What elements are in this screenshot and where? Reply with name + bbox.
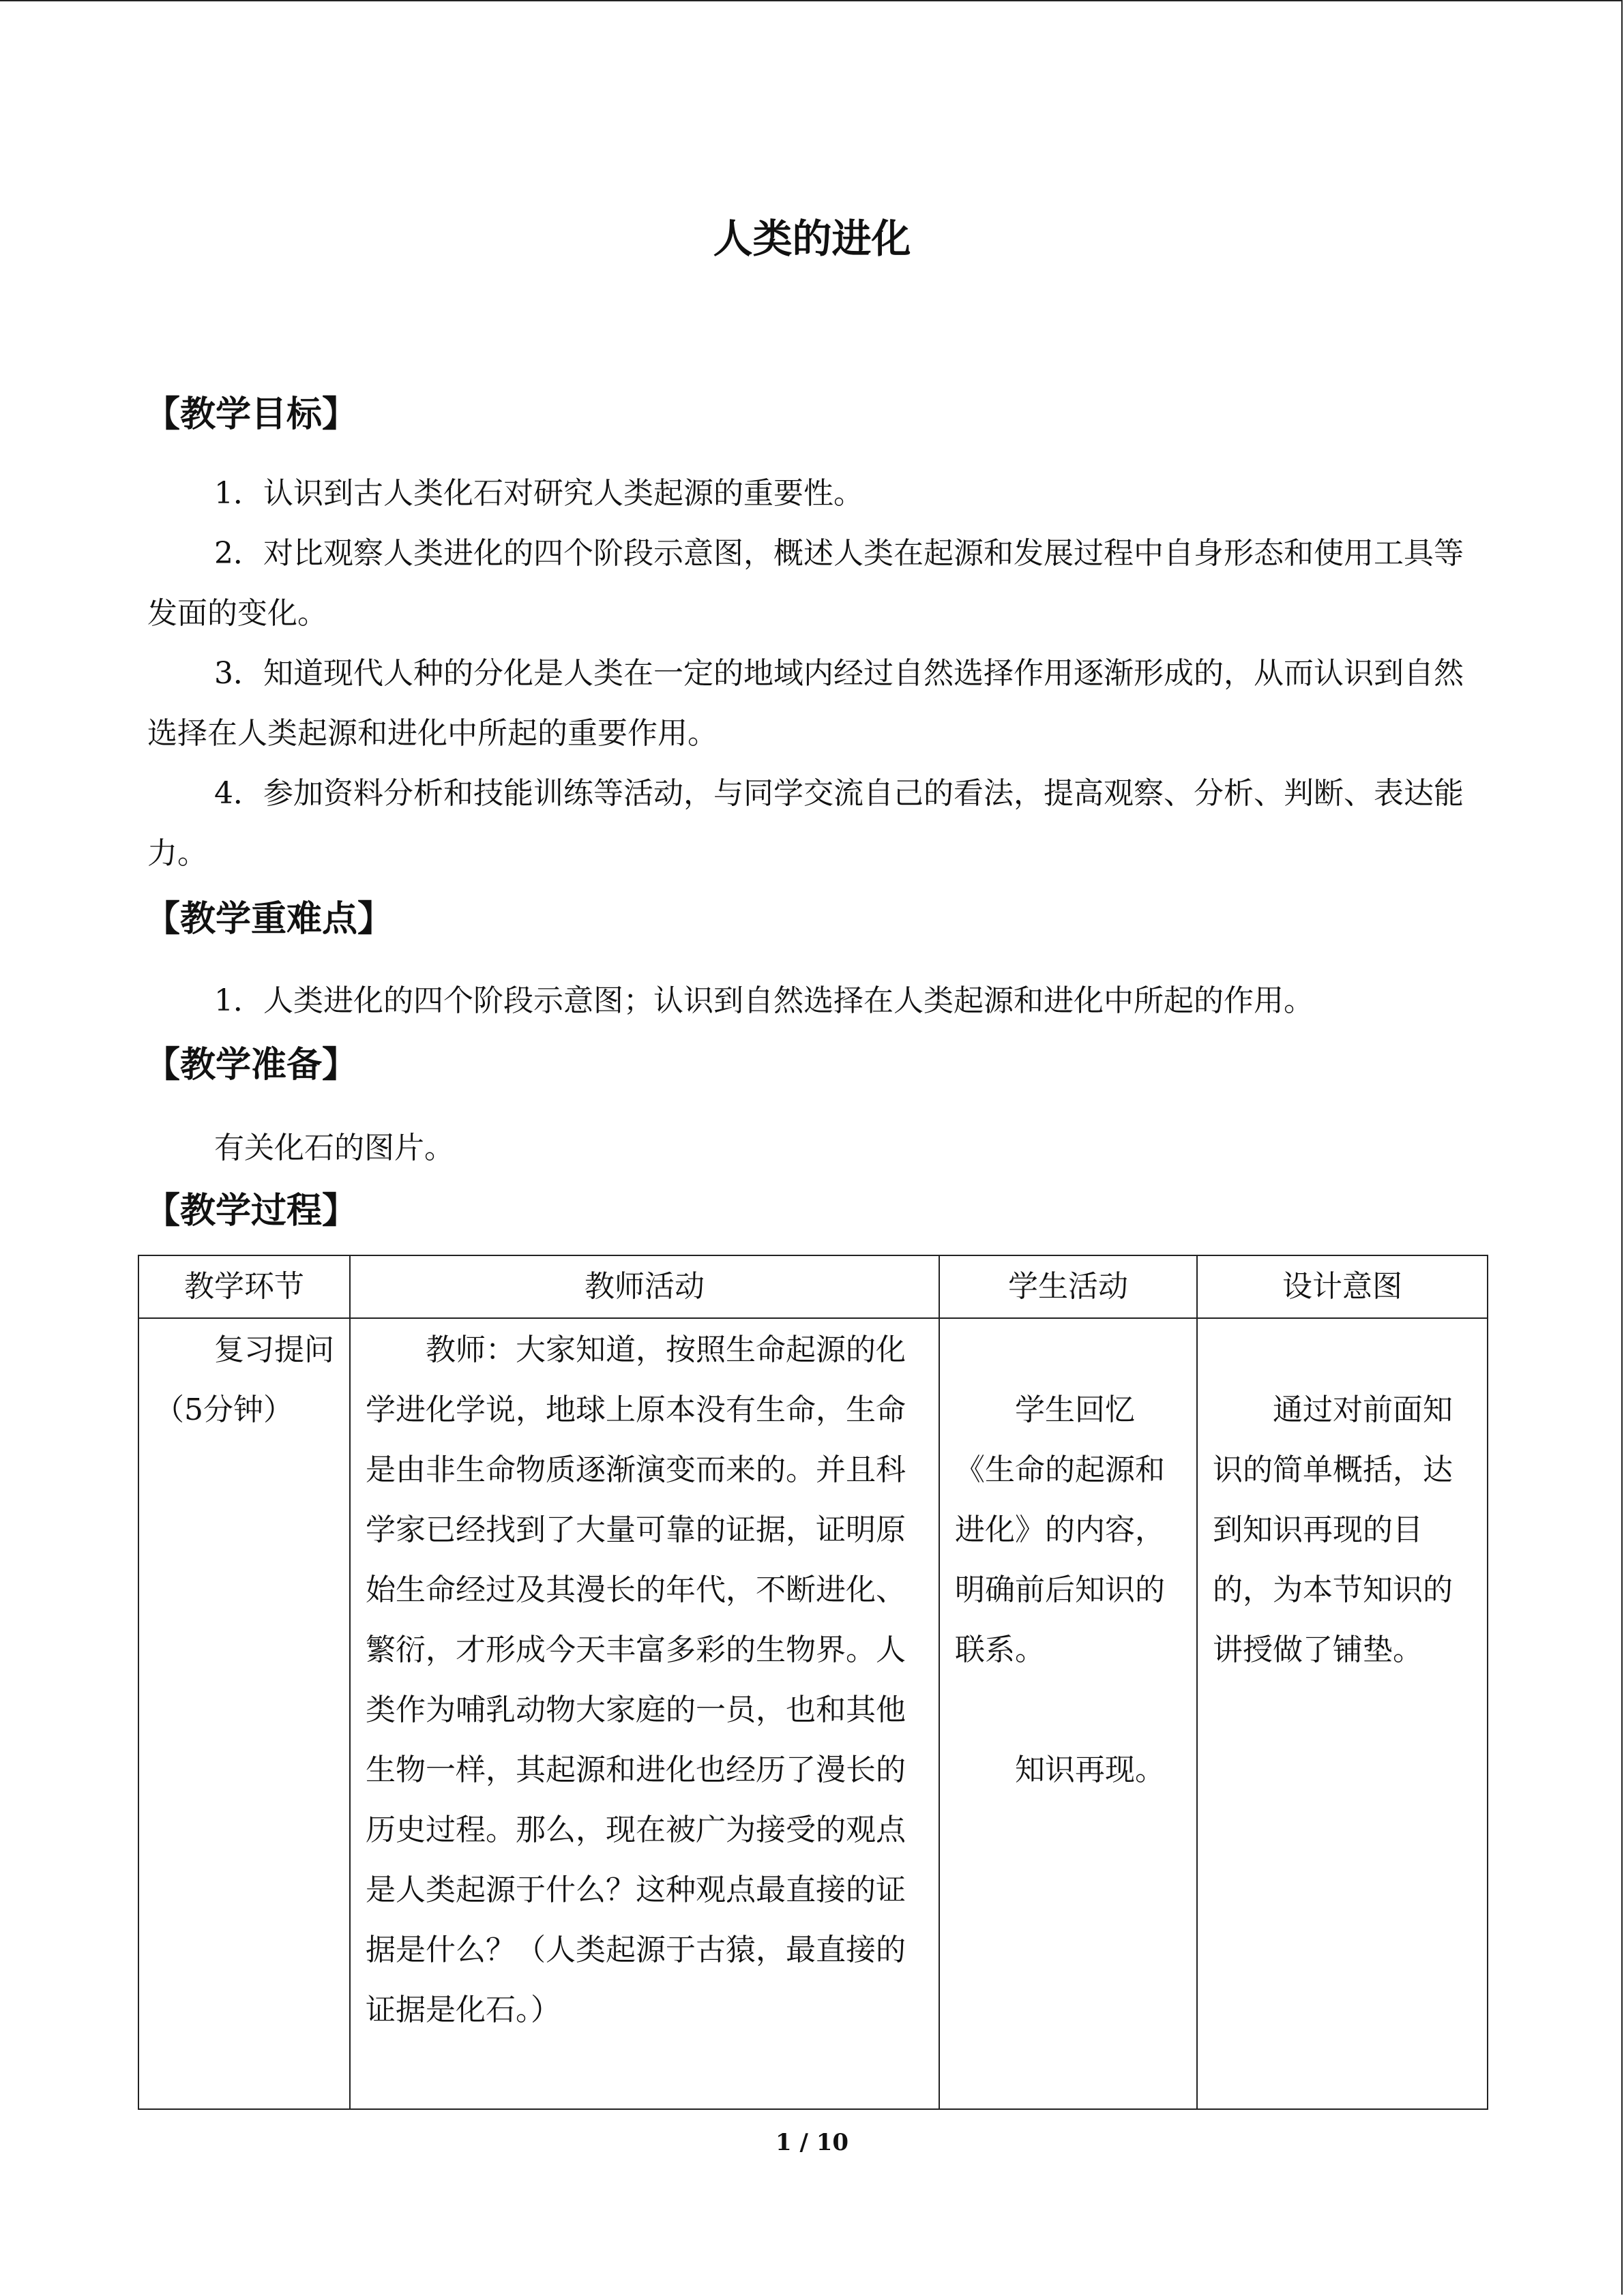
objective-item-1: 1．认识到古人类化石对研究人类起源的重要性。 [214, 476, 863, 511]
student-activity-text-2: 知识再现。 [1015, 1753, 1165, 1787]
preparation-text: 有关化石的图片。 [214, 1131, 454, 1165]
design-intent-cell [1197, 1318, 1488, 2109]
objective-item-2: 2．对比观察人类进化的四个阶段示意图，概述人类在起源和发展过程中自身形态和使用工具等发面的变化。 [147, 536, 1464, 631]
process-table [138, 1255, 1488, 2110]
process-heading: 【教学过程】 [145, 1191, 358, 1232]
objective-item-3: 3．知道现代人种的分化是人类在一定的地域内经过自然选择作用逐渐形成的，从而认识到自然选择在人类起源和进化中所起的重要作用。 [147, 656, 1464, 751]
column-header: 教师活动 [350, 1255, 939, 1318]
page-title: 人类的进化 [713, 215, 911, 262]
column-header: 设计意图 [1197, 1255, 1488, 1318]
stage-text: 复习提问（5分钟） [154, 1332, 334, 1427]
column-header: 学生活动 [939, 1255, 1197, 1318]
stage-cell [138, 1318, 350, 2109]
student-activity-text: 学生回忆《生命的起源和进化》的内容，明确前后知识的联系。 [955, 1392, 1165, 1667]
key-point-item-1: 1．人类进化的四个阶段示意图；认识到自然选择在人类起源和进化中所起的作用。 [214, 983, 1314, 1018]
student-activity-cell [939, 1318, 1197, 2109]
objectives-heading: 【教学目标】 [145, 394, 358, 435]
table-header-row [138, 1255, 1488, 1318]
preparation-heading: 【教学准备】 [145, 1045, 358, 1086]
column-header: 教学环节 [138, 1255, 350, 1318]
teacher-activity-cell [350, 1318, 939, 2109]
objective-item-4: 4．参加资料分析和技能训练等活动，与同学交流自己的看法，提高观察、分析、判断、表达能力。 [147, 776, 1464, 871]
table-row [138, 1318, 1488, 2109]
teacher-activity-text: 教师：大家知道，按照生命起源的化学进化学说，地球上原本没有生命，生命是由非生命物质逐渐演变而来的。并且科学家已经找到了大量可靠的证据，证明原始生命经过及其漫长的年代，不断进化、繁衍，才形成今天丰富多彩的生物界。人类作为哺乳动物大家庭的一员，也和其他生物一样，其起源和进化也经历了漫长的历史过程。那么，现在被广为接受的观点是人类起源于什么？这种观点最直接的证据是什么？（人类起源于古猿，最直接的证据是化石。） [366, 1332, 906, 2027]
design-intent-text: 通过对前面知识的简单概括，达到知识再现的目的，为本节知识的讲授做了铺垫。 [1213, 1392, 1453, 1667]
page-number: 1 / 10 [775, 2129, 849, 2156]
key-points-heading: 【教学重难点】 [145, 899, 394, 940]
